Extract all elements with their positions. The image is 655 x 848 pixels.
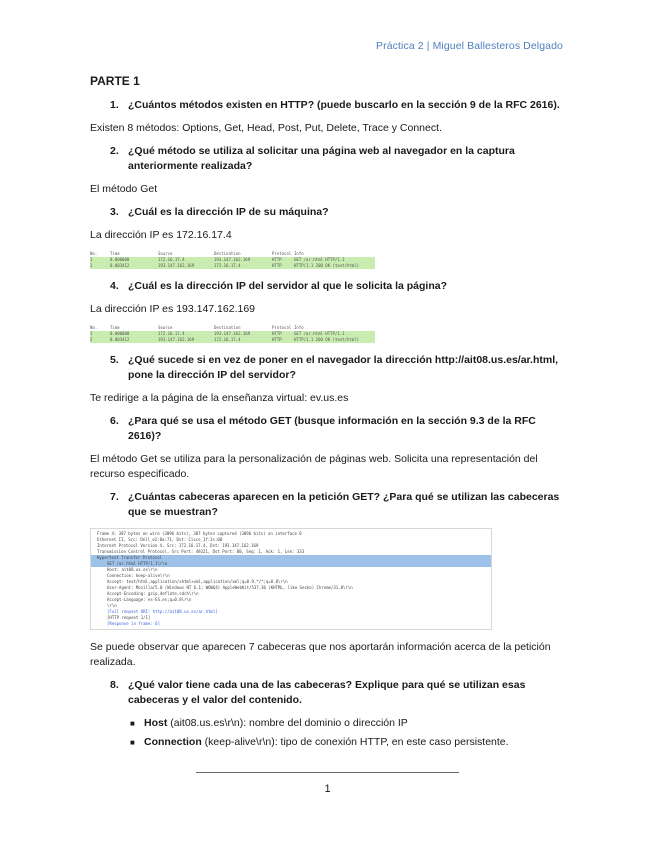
column-header: No.: [90, 325, 98, 330]
question-text: ¿Cuál es la dirección IP del servidor al que le solicita la página?: [128, 280, 447, 292]
packet-row: [90, 337, 375, 343]
answer-3: La dirección IP es 172.16.17.4: [90, 229, 232, 241]
capture-line: Accept-Encoding: gzip,deflate,sdch\r\n: [107, 591, 199, 596]
capture-line: Internet Protocol Version 4, Src: 172.16.17.4, Dst: 193.147.162.169: [97, 543, 259, 548]
column-header: Time: [110, 325, 120, 330]
cell: 1: [90, 331, 93, 336]
capture-line: Accept-Language: es-ES,es;q=0.8\r\n: [107, 597, 192, 602]
question-text: ¿Qué valor tiene cada una de las cabeceras? Explique para qué se utilizan esas cabeceras y el valor del contenido.: [128, 679, 526, 706]
capture-line: Connection: keep-alive\r\n: [107, 573, 170, 578]
page-number: 1: [324, 783, 331, 795]
question-8: [110, 678, 570, 708]
bullet-icon: ■: [130, 738, 135, 747]
bullet-icon: ■: [130, 719, 135, 728]
header-description: (ait08.us.es\r\n): nombre del dominio o dirección IP: [167, 717, 408, 729]
cell: 0.003412: [110, 337, 130, 342]
question-2: [110, 144, 570, 174]
cell: HTTP: [272, 331, 282, 336]
cell: 0.000000: [110, 331, 130, 336]
cell: HTTP: [272, 337, 282, 342]
question-text: ¿Para qué se usa el método GET (busque información en la sección 9.3 de la RFC 2616)?: [128, 415, 536, 442]
capture-line: [HTTP request 1/1]: [107, 615, 151, 620]
capture-line: [Response in frame: 6]: [107, 621, 160, 626]
capture-line: Ethernet II, Src: Dell_e2:8a:71, Dst: Cisco_1f:3c:00: [97, 537, 223, 542]
column-header: Protocol: [272, 251, 292, 256]
answer-2: El método Get: [90, 183, 158, 195]
column-header: No.: [90, 251, 98, 256]
column-header: Info: [294, 325, 304, 330]
capture-line: User-Agent: Mozilla/5.0 (Windows NT 6.1; WOW64) AppleWebKit/537.36 (KHTML, like Gecko) Chrome/31.0\r\n: [107, 585, 353, 590]
question-number: 2.: [110, 145, 119, 157]
packet-row: [90, 263, 375, 269]
capture-line: Frame 4: 387 bytes on wire (3096 bits), 387 bytes captured (3096 bits) on interface 0: [97, 531, 302, 536]
capture-line: Accept: text/html,application/xhtml+xml,application/xml;q=0.9,*/*;q=0.8\r\n: [107, 579, 288, 584]
answer-4: La dirección IP es 193.147.162.169: [90, 303, 256, 315]
question-number: 5.: [110, 354, 119, 366]
capture-line: Transmission Control Protocol, Src Port: 49321, Dst Port: 80, Seq: 1, Ack: 1, Len: 333: [97, 549, 305, 554]
question-text: ¿Qué método se utiliza al solicitar una página web al navegador en la captura anteriormente realizada?: [128, 145, 515, 172]
packet-capture-screenshot: [90, 325, 375, 343]
capture-line: Host: ait08.us.es\r\n: [107, 567, 158, 572]
question-5: [110, 353, 570, 383]
capture-line: Hypertext Transfer Protocol: [91, 555, 491, 561]
answer-5: Te redirige a la página de la enseñanza virtual: ev.us.es: [90, 392, 349, 404]
column-header: Protocol: [272, 325, 292, 330]
document-body: [90, 74, 570, 754]
answer-6: El método Get se utiliza para la personalización de páginas web. Solicita una representación del recurso especificado.: [90, 453, 538, 480]
question-6: [110, 414, 570, 444]
cell: 172.16.17.4: [158, 331, 185, 336]
cell: GET /ar.html HTTP/1.1: [294, 331, 345, 336]
question-number: 4.: [110, 280, 119, 292]
question-text: ¿Cuál es la dirección IP de su máquina?: [128, 206, 329, 218]
cell: 172.16.17.4: [214, 337, 241, 342]
column-header: Destination: [214, 251, 241, 256]
question-3: [110, 205, 570, 220]
cell: HTTP: [272, 263, 282, 268]
cell: 0.000000: [110, 257, 130, 262]
cell: GET /ar.html HTTP/1.1: [294, 257, 345, 262]
cell: 172.16.17.4: [214, 263, 241, 268]
packet-capture-screenshot: [90, 251, 375, 269]
header-description: (keep-alive\r\n): tipo de conexión HTTP, en este caso persistente.: [201, 736, 509, 748]
answer-7: Se puede observar que aparecen 7 cabeceras que nos aportarán información acerca de la petición realizada.: [90, 641, 551, 668]
cell: 193.147.162.169: [158, 263, 195, 268]
question-text: ¿Qué sucede si en vez de poner en el navegador la dirección http://ait08.us.es/ar.html, pone la dirección IP del servidor?: [128, 354, 559, 381]
cell: HTTP/1.1 200 OK (text/html): [294, 263, 360, 268]
column-header: Destination: [214, 325, 241, 330]
header-name: Connection: [144, 736, 202, 748]
cell: 2: [90, 337, 93, 342]
question-1: [110, 98, 570, 113]
column-header: Source: [158, 251, 173, 256]
answer-1: Existen 8 métodos: Options, Get, Head, Post, Put, Delete, Trace y Connect.: [90, 122, 442, 134]
cell: HTTP: [272, 257, 282, 262]
capture-line: [Full request URI: http://ait08.us.es/ar.html]: [107, 609, 218, 614]
question-text: ¿Cuántas cabeceras aparecen en la petición GET? ¿Para qué se utilizan las cabeceras que se muestran?: [128, 491, 560, 518]
bullet-item: [130, 716, 570, 731]
question-number: 3.: [110, 206, 119, 218]
cell: 1: [90, 257, 93, 262]
bullet-item: [130, 735, 570, 750]
column-header: Info: [294, 251, 304, 256]
cell: 193.147.162.169: [214, 331, 251, 336]
question-number: 6.: [110, 415, 119, 427]
header-name: Host: [144, 717, 168, 729]
column-header: Time: [110, 251, 120, 256]
question-text: ¿Cuántos métodos existen en HTTP? (puede buscarlo en la sección 9 de la RFC 2616).: [128, 99, 560, 111]
cell: 193.147.162.169: [158, 337, 195, 342]
footer-divider: [196, 772, 459, 773]
question-number: 7.: [110, 491, 119, 503]
question-4: [110, 279, 570, 294]
page-header: Práctica 2 | Miguel Ballesteros Delgado: [376, 40, 563, 52]
cell: 0.003412: [110, 263, 130, 268]
column-header: Source: [158, 325, 173, 330]
question-number: 8.: [110, 679, 119, 691]
cell: 193.147.162.169: [214, 257, 251, 262]
capture-line: \r\n: [107, 603, 117, 608]
part-title: PARTE 1: [90, 74, 140, 88]
question-number: 1.: [110, 99, 119, 111]
cell: HTTP/1.1 200 OK (text/html): [294, 337, 360, 342]
http-headers-screenshot: [90, 528, 492, 630]
question-7: [110, 490, 570, 520]
cell: 172.16.17.4: [158, 257, 185, 262]
capture-line: GET /ar.html HTTP/1.1\r\n: [91, 561, 491, 567]
cell: 2: [90, 263, 93, 268]
